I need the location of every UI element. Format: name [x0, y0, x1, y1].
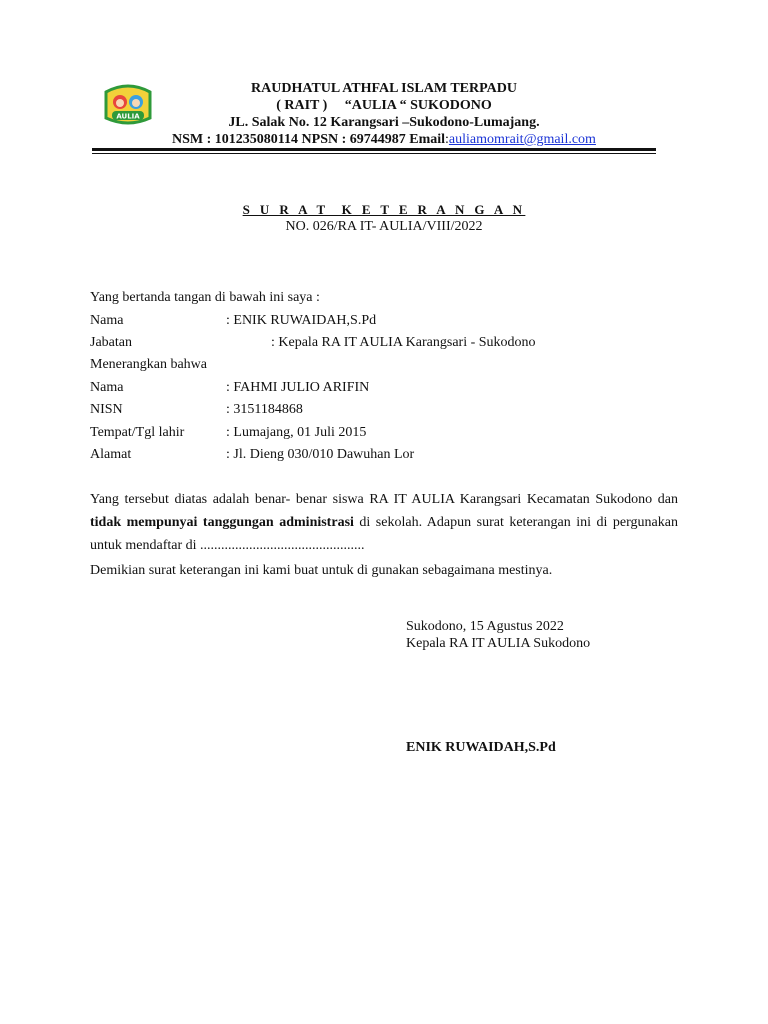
- student-nisn-label: NISN: [90, 402, 123, 417]
- school-address: JL. Salak No. 12 Karangsari –Sukodono-Lumajang.: [228, 115, 540, 130]
- letter-number: NO. 026/RA IT- AULIA/VIII/2022: [285, 219, 483, 234]
- intro-text: Yang bertanda tangan di bawah ini saya :: [90, 290, 320, 305]
- body-text-a: Yang tersebut diatas adalah benar- benar siswa RA IT AULIA Karangsari Kecamatan Sukodono dan: [90, 492, 678, 507]
- place-date: Sukodono, 15 Agustus 2022: [406, 619, 564, 634]
- body-text-b: di sekolah. Adapun surat keterangan ini di pergunakan untuk mendaftar di ...............................................: [90, 515, 678, 553]
- header-divider-thick: [92, 148, 656, 151]
- closing-paragraph: Demikian surat keterangan ini kami buat untuk di gunakan sebagaimana mestinya.: [90, 563, 553, 578]
- student-address-label: Alamat: [90, 447, 132, 462]
- signer-name-value: : ENIK RUWAIDAH,S.Pd: [226, 313, 377, 328]
- student-address-value: : Jl. Dieng 030/010 Dawuhan Lor: [226, 447, 415, 462]
- signature-name: ENIK RUWAIDAH,S.Pd: [406, 740, 556, 755]
- letter-title-text: S U R A T K E T E R A N G A N: [242, 202, 526, 217]
- logo-text: AULIA: [116, 112, 140, 121]
- student-birth-value: : Lumajang, 01 Juli 2015: [226, 425, 367, 440]
- email-link[interactable]: auliamomrait@gmail.com: [448, 132, 596, 147]
- student-name-value: : FAHMI JULIO ARIFIN: [226, 380, 370, 395]
- school-ids: [0, 131, 768, 148]
- declares-text: Menerangkan bahwa: [90, 357, 208, 372]
- school-name: RAUDHATUL ATHFAL ISLAM TERPADU: [251, 81, 517, 96]
- header-divider-thin: [92, 153, 656, 154]
- student-birth-label: Tempat/Tgl lahir: [90, 425, 185, 440]
- student-name-label: Nama: [90, 380, 124, 395]
- school-ids-sep: :: [445, 132, 449, 147]
- school-ids-text: NSM : 101235080114 NPSN : 69744987 Email: [172, 132, 446, 147]
- school-subname: ( RAIT ) “AULIA “ SUKODONO: [276, 98, 492, 113]
- signer-position-label: Jabatan: [90, 335, 132, 350]
- signer-role: Kepala RA IT AULIA Sukodono: [406, 636, 591, 651]
- body-paragraph: [90, 488, 678, 557]
- signer-name-label: Nama: [90, 313, 124, 328]
- student-nisn-value: : 3151184868: [226, 402, 303, 417]
- signer-position-value: : Kepala RA IT AULIA Karangsari - Sukodono: [271, 335, 536, 350]
- letter-title: [0, 202, 768, 218]
- body-text-bold: tidak mempunyai tanggungan administrasi: [90, 515, 354, 530]
